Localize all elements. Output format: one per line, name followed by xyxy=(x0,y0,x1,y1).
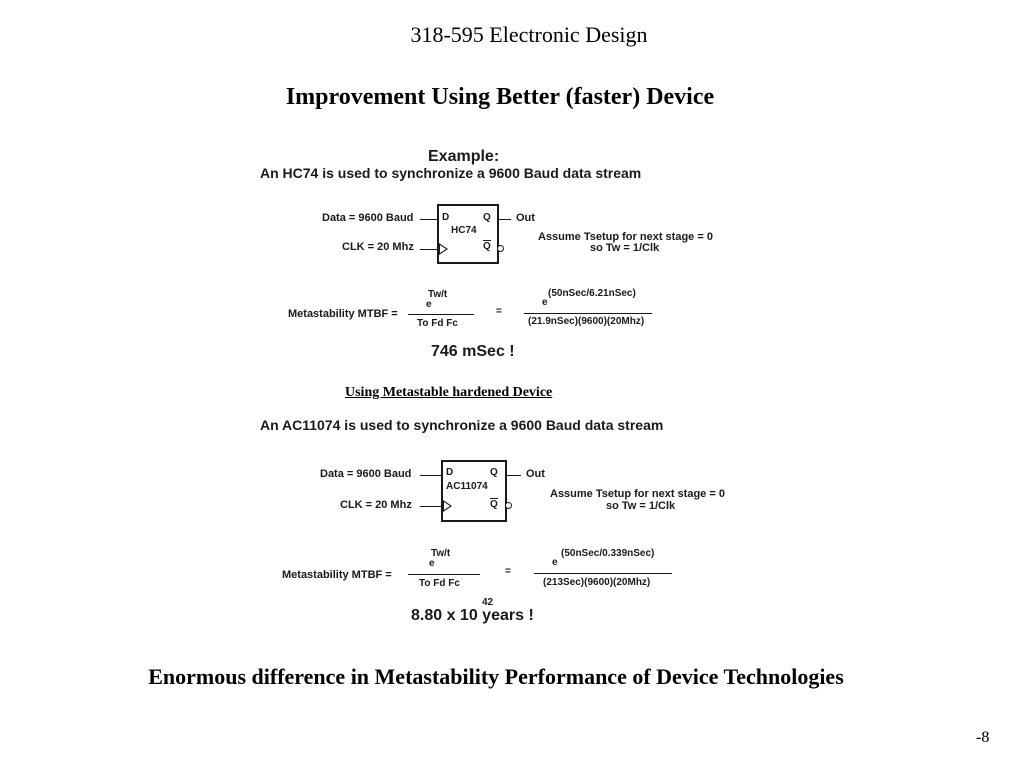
result-exponent: 42 xyxy=(482,597,494,608)
example1-statement: An HC74 is used to synchronize a 9600 Baud data stream xyxy=(260,165,642,181)
example2-statement: An AC11074 is used to synchronize a 9600 Baud data stream xyxy=(260,417,664,433)
base-e-value: e xyxy=(552,557,558,568)
result-mantissa: 8.80 x 10 xyxy=(411,607,478,624)
device-label: AC11074 xyxy=(446,481,488,492)
result-suffix: years ! xyxy=(477,607,534,624)
data-input-label: Data = 9600 Baud xyxy=(320,468,412,480)
out-label: Out xyxy=(516,212,535,224)
out-label: Out xyxy=(526,468,545,480)
course-title: 318-595 Electronic Design xyxy=(410,22,648,47)
mtbf-label: Metastability MTBF = xyxy=(288,308,398,320)
conclusion-text: Enormous difference in Metastability Performance of Device Technologies xyxy=(148,664,844,689)
mtbf-result: 746 mSec ! xyxy=(431,343,515,360)
assumption-line-1: Assume Tsetup for next stage = 0 xyxy=(538,231,713,243)
clock-input-icon xyxy=(443,500,452,512)
denominator-label: To Fd Fc xyxy=(419,578,460,589)
equals-sign: = xyxy=(505,566,511,577)
pin-qbar-label: Q xyxy=(490,499,498,510)
out-wire xyxy=(505,475,521,476)
base-e: e xyxy=(426,299,432,310)
inverting-bubble-icon xyxy=(497,245,504,252)
pin-qbar-label: Q xyxy=(483,241,491,252)
assumption-line-2: so Tw = 1/Clk xyxy=(606,500,676,512)
clk-input-label: CLK = 20 Mhz xyxy=(342,241,414,253)
exponent-tw: Tw/t xyxy=(431,548,451,559)
assumption-line-2: so Tw = 1/Clk xyxy=(590,242,660,254)
pin-d-label: D xyxy=(442,212,450,223)
example-heading: Example: xyxy=(428,148,500,165)
fraction-bar xyxy=(408,314,474,315)
denominator-value: (213Sec)(9600)(20Mhz) xyxy=(543,577,651,588)
exponent-value: (50nSec/6.21nSec) xyxy=(548,288,636,299)
clk-input-label: CLK = 20 Mhz xyxy=(340,499,412,511)
clock-input-icon xyxy=(439,243,448,255)
slide-title: Improvement Using Better (faster) Device xyxy=(285,84,715,110)
base-e-value: e xyxy=(542,297,548,308)
page-number: -8 xyxy=(976,729,990,746)
assumption-line-1: Assume Tsetup for next stage = 0 xyxy=(550,488,725,500)
clk-wire xyxy=(420,506,442,507)
clk-wire xyxy=(420,249,438,250)
out-wire xyxy=(497,219,511,220)
data-wire xyxy=(420,475,442,476)
pin-d-label: D xyxy=(446,467,454,478)
hardened-heading: Using Metastable hardened Device xyxy=(345,385,553,400)
mtbf-label: Metastability MTBF = xyxy=(282,569,392,581)
data-input-label: Data = 9600 Baud xyxy=(322,212,414,224)
pin-q-label: Q xyxy=(490,467,498,478)
exponent-value: (50nSec/0.339nSec) xyxy=(561,548,655,559)
data-wire xyxy=(420,219,438,220)
fraction-bar xyxy=(408,574,480,575)
denominator-label: To Fd Fc xyxy=(417,318,458,329)
denominator-value: (21.9nSec)(9600)(20Mhz) xyxy=(528,316,645,327)
device-label: HC74 xyxy=(451,225,477,236)
inverting-bubble-icon xyxy=(505,502,512,509)
fraction-bar-value xyxy=(534,573,672,574)
mtbf-result xyxy=(411,607,534,625)
fraction-bar-value xyxy=(524,313,652,314)
exponent-tw: Tw/t xyxy=(428,289,448,300)
equals-sign: = xyxy=(496,306,502,317)
base-e: e xyxy=(429,558,435,569)
pin-q-label: Q xyxy=(483,212,491,223)
